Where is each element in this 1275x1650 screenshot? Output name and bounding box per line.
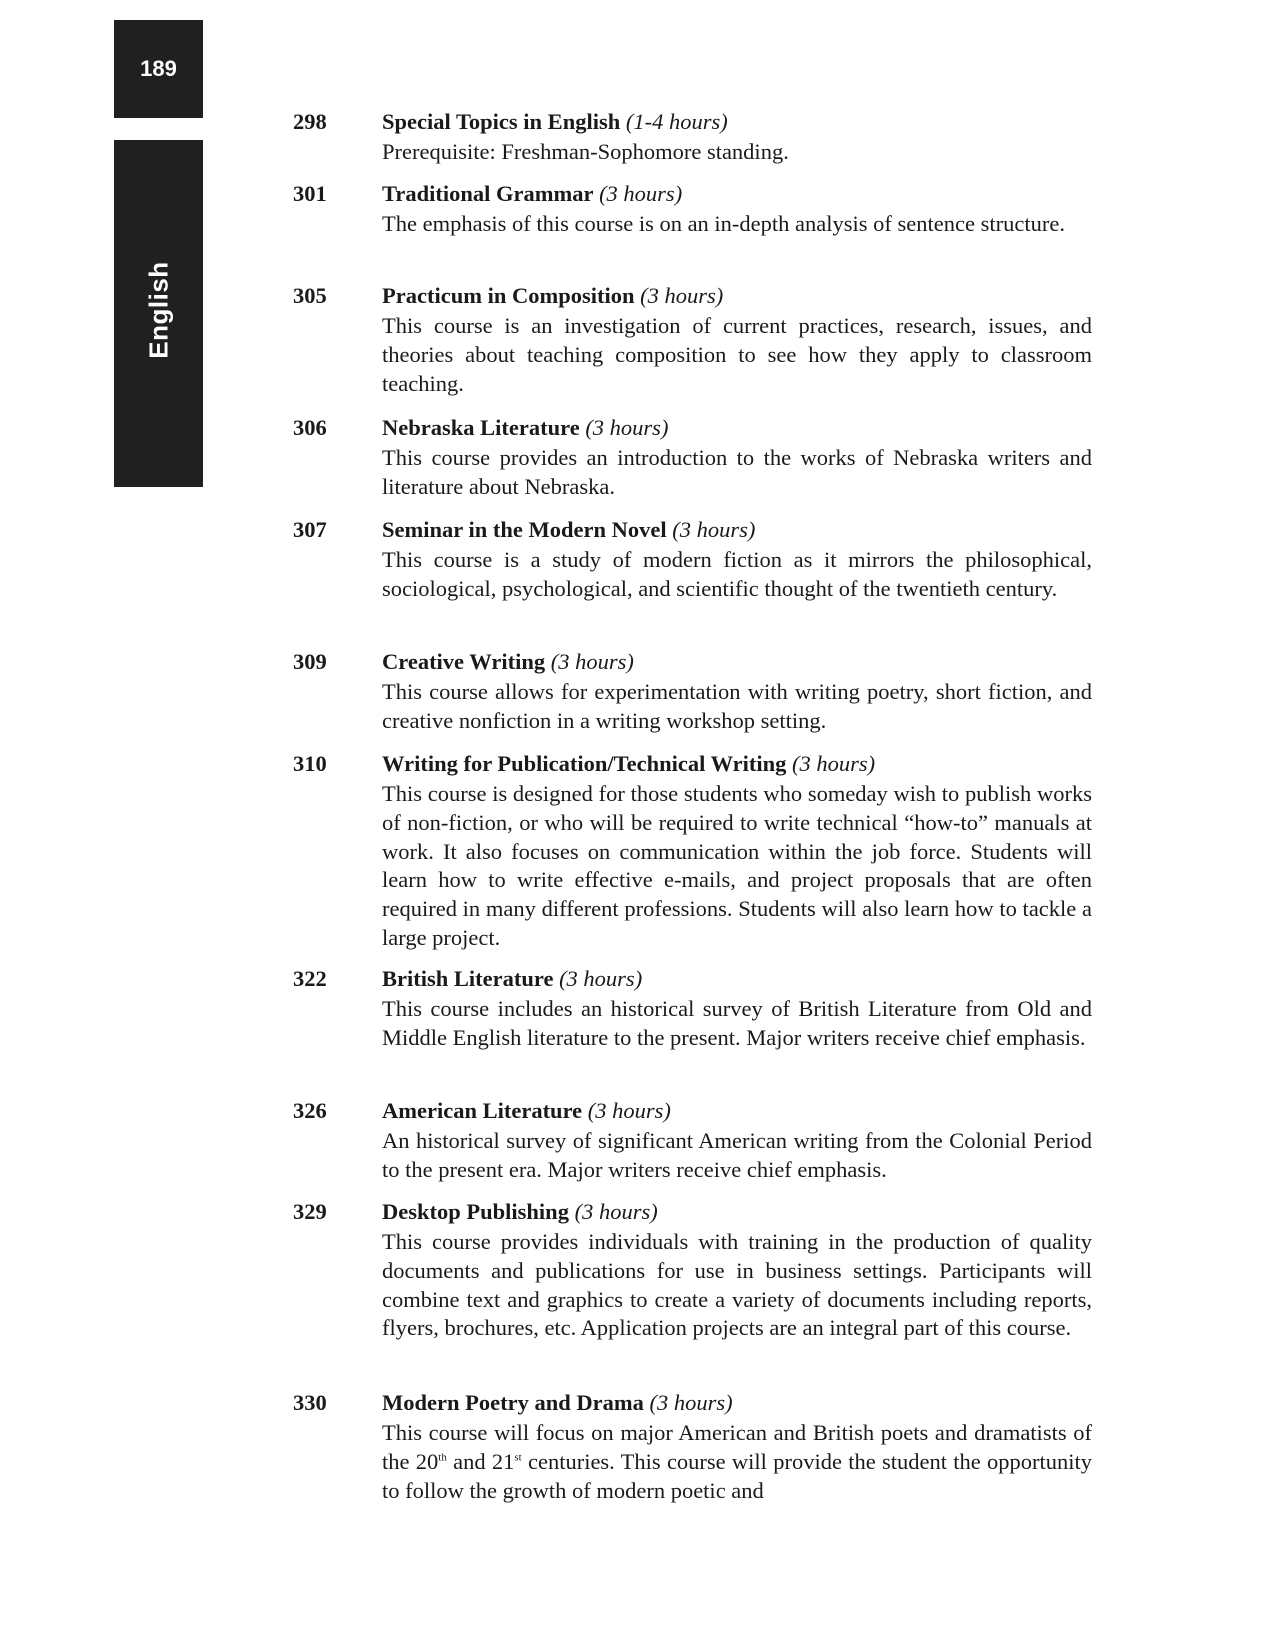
course-title: Desktop Publishing	[382, 1199, 569, 1224]
description-text: This course will focus on major American and British poets and dramatists of the 20	[382, 1420, 1092, 1474]
course-description: This course includes an historical survey of British Literature from Old and Middle English literature to the present. Major writers receive chief emphasis.	[382, 996, 1092, 1050]
course-number: 298	[293, 109, 327, 134]
course-number: 301	[293, 181, 327, 206]
course-description: The emphasis of this course is on an in-depth analysis of sentence structure.	[382, 211, 1065, 236]
course-body	[382, 515, 1092, 604]
course-title: Creative Writing	[382, 649, 546, 674]
course-hours: (3 hours)	[574, 1199, 658, 1224]
course-title: Seminar in the Modern Novel	[382, 517, 667, 542]
course-number: 322	[293, 966, 327, 991]
course-number: 306	[293, 415, 327, 440]
course-body	[382, 179, 1092, 239]
course-hours: (3 hours)	[587, 1098, 671, 1123]
course-description	[382, 1419, 1092, 1505]
course-heading	[382, 964, 1092, 993]
page-number: 189	[140, 56, 177, 81]
course-number: 310	[293, 751, 327, 776]
course-hours: (3 hours)	[792, 751, 876, 776]
course-number: 305	[293, 283, 327, 308]
description-text: centuries. This course will provide the student the opportunity to follow the growth of modern poetic and	[382, 1448, 1092, 1503]
section-label: English	[143, 261, 173, 359]
course-heading	[382, 179, 1092, 208]
course-description: This course provides an introduction to the works of Nebraska writers and literature about Nebraska.	[382, 445, 1092, 499]
course-heading	[382, 647, 1092, 676]
course-body	[382, 1197, 1092, 1343]
course-body	[382, 749, 1092, 953]
course-heading	[382, 1197, 1092, 1226]
course-body	[382, 107, 1092, 167]
ordinal-suffix: st	[514, 1451, 522, 1464]
course-title: American Literature	[382, 1098, 583, 1123]
course-title: Special Topics in English	[382, 109, 621, 134]
course-title: Traditional Grammar	[382, 181, 594, 206]
course-body	[382, 281, 1092, 398]
course-body	[382, 1388, 1092, 1505]
course-heading	[382, 1096, 1092, 1125]
course-number: 307	[293, 517, 327, 542]
course-hours: (3 hours)	[550, 649, 634, 674]
course-hours: (3 hours)	[599, 181, 683, 206]
course-title: Writing for Publication/Technical Writing	[382, 751, 787, 776]
course-title: Practicum in Composition	[382, 283, 635, 308]
course-number: 330	[293, 1390, 327, 1415]
course-heading	[382, 749, 1092, 778]
course-hours: (1-4 hours)	[625, 109, 728, 134]
description-text: and 21	[446, 1448, 515, 1474]
course-heading	[382, 515, 1092, 544]
course-description: This course is designed for those students who someday wish to publish works of non-fiction, or who will be required to write technical “how-to” manuals at work. It also focuses on communication within the job force. Students will learn how to write effective e-mails, and project proposals that are often required in many different professions. Students will also learn how to tackle a large project.	[382, 781, 1092, 950]
course-number: 329	[293, 1199, 327, 1224]
course-heading	[382, 1388, 1092, 1417]
course-body	[382, 647, 1092, 736]
course-title: Modern Poetry and Drama	[382, 1390, 644, 1415]
course-description: This course is a study of modern fiction as it mirrors the philosophical, sociological, psychological, and scientific thought of the twentieth century.	[382, 547, 1092, 601]
course-heading	[382, 281, 1092, 310]
course-hours: (3 hours)	[640, 283, 724, 308]
course-hours: (3 hours)	[649, 1390, 733, 1415]
page-number-tab	[114, 20, 203, 118]
ordinal-suffix: th	[438, 1451, 447, 1464]
section-tab	[114, 140, 203, 487]
course-number: 309	[293, 649, 327, 674]
course-heading	[382, 413, 1092, 442]
course-title: Nebraska Literature	[382, 415, 580, 440]
course-body	[382, 413, 1092, 502]
course-heading	[382, 107, 1092, 136]
course-body	[382, 964, 1092, 1053]
course-body	[382, 1096, 1092, 1185]
course-description: Prerequisite: Freshman-Sophomore standing.	[382, 139, 789, 164]
course-description: An historical survey of significant American writing from the Colonial Period to the present era. Major writers receive chief emphasis.	[382, 1128, 1092, 1182]
course-hours: (3 hours)	[585, 415, 669, 440]
course-description: This course provides individuals with training in the production of quality documents and publications for use in business settings. Participants will combine text and graphics to create a variety of documents including reports, flyers, brochures, etc. Application projects are an integral part of this course.	[382, 1229, 1092, 1341]
course-hours: (3 hours)	[559, 966, 643, 991]
course-description: This course is an investigation of current practices, research, issues, and theories about teaching composition to see how they apply to classroom teaching.	[382, 313, 1092, 396]
course-number: 326	[293, 1098, 327, 1123]
course-hours: (3 hours)	[672, 517, 756, 542]
course-description: This course allows for experimentation with writing poetry, short fiction, and creative nonfiction in a writing workshop setting.	[382, 679, 1092, 733]
course-title: British Literature	[382, 966, 554, 991]
